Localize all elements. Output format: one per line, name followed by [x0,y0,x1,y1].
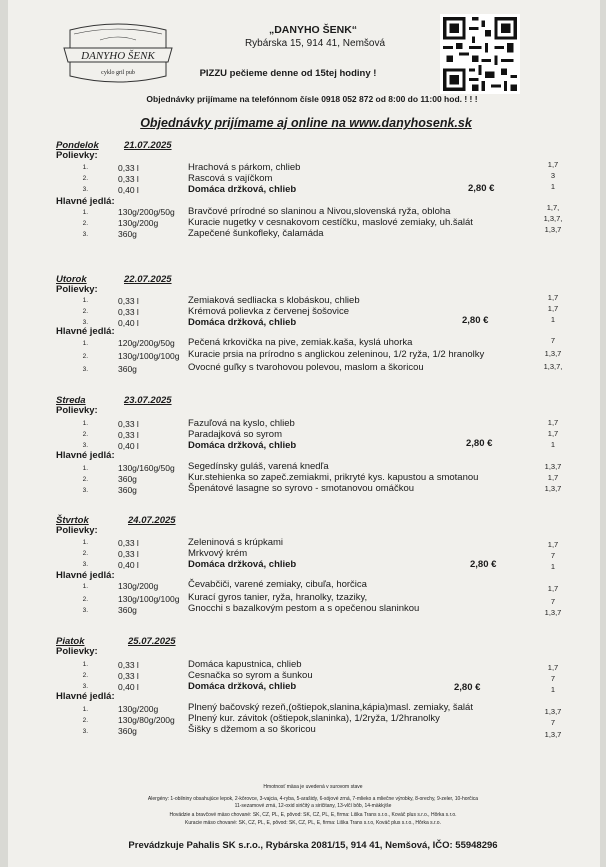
item-number: 3. [82,442,88,449]
item-number: 2. [82,550,88,557]
item-allergens: 1,3,7, [543,362,563,371]
soups-label: Polievky: [56,525,98,536]
item-number: 3. [82,319,88,326]
soups-label: Polievky: [56,284,98,295]
item-allergens: 1,3,7 [544,462,562,471]
item-price: 2,80 € [470,559,497,570]
item-name: Zapečené šunkofleky, čalamáda [188,228,324,239]
restaurant-name: „DANYHO ŠENK“ [268,24,358,36]
item-name: Paradajková so syrom [188,429,282,440]
pizza-note: PIZZU pečieme denne od 15tej hodiny ! [199,68,377,79]
mains-label: Hlavné jedlá: [56,326,115,337]
day-date: 24.07.2025 [128,515,176,526]
item-name: Domáca držková, chlieb [188,184,297,195]
item-price: 2,80 € [462,315,489,326]
item-number: 2. [82,476,88,483]
item-quantity: 0,40 l [118,560,139,570]
operator-info: Prevádzkuje Pahalis SK s.r.o., Rybárska 2081/15, 914 41, Nemšová, IČO: 55948296 [128,840,498,851]
item-price: 2,80 € [454,682,481,693]
item-name: Pečená krkovička na pive, zemiak.kaša, kyslá uhorka [188,337,413,348]
item-allergens: 1,7 [547,473,559,482]
item-quantity: 0,33 l [118,671,139,681]
item-number: 2. [82,175,88,182]
item-quantity: 130g/200g/50g [118,207,175,217]
item-quantity: 0,33 l [118,430,139,440]
logo-text: DANYHO ŠENK [81,50,155,62]
item-quantity: 360g [118,726,137,736]
item-name: Plnený kur. závitok (oštiepok,slaninka), 1/2ryža, 1/2hranolky [188,713,440,724]
item-allergens: 7 [550,674,556,683]
soups-label: Polievky: [56,150,98,161]
item-allergens: 3 [550,171,556,180]
item-quantity: 0,33 l [118,174,139,184]
day-name: Pondelok [56,140,99,151]
item-name: Plnený bačovský rezeň,(oštiepok,slanina,kápia)masl. zemiaky, šalát [188,702,473,713]
item-quantity: 0,40 l [118,441,139,451]
item-quantity: 360g [118,364,137,374]
item-number: 1. [82,539,88,546]
item-quantity: 360g [118,474,137,484]
item-name: Domáca držková, chlieb [188,317,297,328]
item-name: Hrachová s párkom, chlieb [188,162,301,173]
item-allergens: 1 [550,685,556,694]
item-quantity: 0,40 l [118,185,139,195]
day-date: 23.07.2025 [124,395,172,406]
allergen-legend-cont: 11-sezamové zrná, 12-oxid siričitý a siričitany, 13-vlčí bôb, 14-mäkkýše [234,803,392,809]
pork-beef-origin: Hovädzie a bravčové mäso chované: SK, CZ, PL, E, pôvod: SK, CZ, PL, E, firma: Liška Trans s.r.o., Kováč plus s.r.o., Hôrka s.r.o. [169,812,457,818]
item-number: 2. [82,431,88,438]
mains-label: Hlavné jedlá: [56,691,115,702]
item-quantity: 130g/100g/100g [118,594,180,604]
item-number: 2. [82,220,88,227]
item-number: 3. [82,231,88,238]
item-name: Domáca kapustnica, chlieb [188,659,302,670]
item-number: 3. [82,683,88,690]
item-number: 3. [82,186,88,193]
item-quantity: 360g [118,229,137,239]
item-quantity: 0,33 l [118,660,139,670]
day-date: 22.07.2025 [124,274,172,285]
item-number: 1. [82,706,88,713]
qr-code [440,14,520,94]
item-quantity: 120g/200g/50g [118,338,175,348]
item-allergens: 1,3,7 [544,608,562,617]
item-name: Šišky s džemom a so škoricou [188,724,316,735]
weight-note: Hmotnosť mäsa je uvedená v surovom stave [263,784,363,790]
soups-label: Polievky: [56,405,98,416]
phone-order-note: Objednávky prijímame na telefónnom čísle 0918 052 872 od 8:00 do 11:00 hod. ! ! ! [146,94,478,104]
item-number: 1. [82,661,88,668]
soups-label: Polievky: [56,646,98,657]
item-allergens: 1,7 [547,304,559,313]
item-quantity: 0,33 l [118,163,139,173]
item-number: 1. [82,164,88,171]
item-name: Ovocné guľky s tvarohovou polevou, maslom a škoricou [188,362,424,373]
item-quantity: 130g/200g [118,704,159,714]
mains-label: Hlavné jedlá: [56,450,115,461]
item-number: 3. [82,487,88,494]
item-name: Kuracie nugetky v cesnakovom cestíčku, maslové zemiaky, uh.šalát [188,217,473,228]
item-allergens: 1,3,7, [543,214,563,223]
item-allergens: 1,7 [547,429,559,438]
item-number: 2. [82,308,88,315]
item-number: 1. [82,209,88,216]
item-number: 3. [82,728,88,735]
item-quantity: 130g/200g [118,581,159,591]
allergen-legend: Alergény: 1-obilniny obsahujúce lepok, 2-kôrovce, 3-vajcia, 4-ryba, 5-arašidy, 6-sójové zrná, 7-mlieko a mliečne výrobky, 8-orechy, 9-zeler, 10-horčica [147,796,479,802]
item-quantity: 0,40 l [118,318,139,328]
mains-label: Hlavné jedlá: [56,196,115,207]
item-quantity: 0,33 l [118,296,139,306]
mains-label: Hlavné jedlá: [56,570,115,581]
item-allergens: 1 [550,440,556,449]
item-quantity: 0,33 l [118,538,139,548]
item-allergens: 1,3,7 [544,730,562,739]
item-number: 1. [82,297,88,304]
item-allergens: 7 [550,718,556,727]
item-number: 2. [82,672,88,679]
item-allergens: 1,7 [547,418,559,427]
item-number: 2. [82,596,88,603]
item-allergens: 7 [550,551,556,560]
item-allergens: 1,7 [547,540,559,549]
item-number: 2. [82,717,88,724]
day-date: 21.07.2025 [124,140,172,151]
item-allergens: 1,7 [547,663,559,672]
item-name: Mrkvový krém [188,548,248,559]
item-allergens: 1,7, [546,203,560,212]
day-name: Štvrtok [56,515,89,526]
item-allergens: 1,7 [547,584,559,593]
restaurant-address: Rybárska 15, 914 41, Nemšová [244,38,386,49]
item-quantity: 130g/80g/200g [118,715,175,725]
item-quantity: 0,33 l [118,549,139,559]
item-allergens: 1 [550,182,556,191]
item-quantity: 360g [118,605,137,615]
item-quantity: 130g/200g [118,218,159,228]
item-allergens: 1 [550,562,556,571]
menu-sheet [8,0,600,867]
item-quantity: 360g [118,485,137,495]
item-allergens: 1,3,7 [544,707,562,716]
item-number: 1. [82,583,88,590]
item-quantity: 0,33 l [118,419,139,429]
item-name: Čevabčiči, varené zemiaky, cibuľa, horčica [188,579,367,590]
item-allergens: 1 [550,315,556,324]
item-name: Domáca držková, chlieb [188,681,297,692]
item-name: Fazuľová na kyslo, chlieb [188,418,295,429]
item-allergens: 1,3,7 [544,349,562,358]
online-order-link[interactable]: Objednávky prijímame aj online na www.danyhosenk.sk [140,116,472,130]
restaurant-logo [60,22,176,92]
item-name: Zeleninová s krúpkami [188,537,284,548]
item-quantity: 0,40 l [118,682,139,692]
item-allergens: 1,3,7 [544,484,562,493]
item-name: Krémová polievka z červenej šošovice [188,306,350,317]
item-number: 1. [82,420,88,427]
item-quantity: 130g/100g/100g [118,351,180,361]
item-name: Zemiaková sedliacka s klobáskou, chlieb [188,295,360,306]
item-allergens: 1,7 [547,160,559,169]
day-name: Piatok [56,636,85,647]
item-quantity: 130g/160g/50g [118,463,175,473]
day-name: Utorok [56,274,87,285]
item-name: Gnocchi s bazalkovým pestom a s opečenou slaninkou [188,603,420,614]
day-date: 25.07.2025 [128,636,176,647]
item-name: Segedínsky guláš, varená knedľa [188,461,329,472]
item-allergens: 7 [550,597,556,606]
item-name: Kur.stehienka so zapeč.zemiakmi, prikryté kys. kapustou a smotanou [188,472,479,483]
item-number: 3. [82,607,88,614]
item-allergens: 7 [550,336,556,345]
item-name: Domáca držková, chlieb [188,559,297,570]
item-name: Domáca držková, chlieb [188,440,297,451]
item-name: Cesnačka so syrom a šunkou [188,670,313,681]
chicken-origin: Kuracie mäso chované: SK, CZ, PL, E, pôvod: SK, CZ, PL, E, firma: Liška Trans s.r.o, Kováč plus s.r.o., Hôrka s.r.o. [185,820,441,826]
item-number: 1. [82,340,88,347]
item-name: Rascová s vajíčkom [188,173,273,184]
item-price: 2,80 € [468,183,495,194]
item-price: 2,80 € [466,438,493,449]
item-number: 1. [82,465,88,472]
item-allergens: 1,7 [547,293,559,302]
item-quantity: 0,33 l [118,307,139,317]
item-number: 3. [82,561,88,568]
logo-subtext: cyklo gril pub [101,70,135,76]
day-name: Streda [56,395,86,406]
item-name: Kurací gyros tanier, ryža, hranolky, tzaziky, [188,592,368,603]
item-name: Bravčové prírodné so slaninou a Nivou,slovenská ryža, obloha [188,206,451,217]
item-allergens: 1,3,7 [544,225,562,234]
item-name: Špenátové lasagne so syrovo - smotanovou omáčkou [188,483,415,494]
item-name: Kuracie prsia na prírodno s anglickou zeleninou, 1/2 ryža, 1/2 hranolky [188,349,485,360]
item-number: 3. [82,366,88,373]
item-number: 2. [82,353,88,360]
